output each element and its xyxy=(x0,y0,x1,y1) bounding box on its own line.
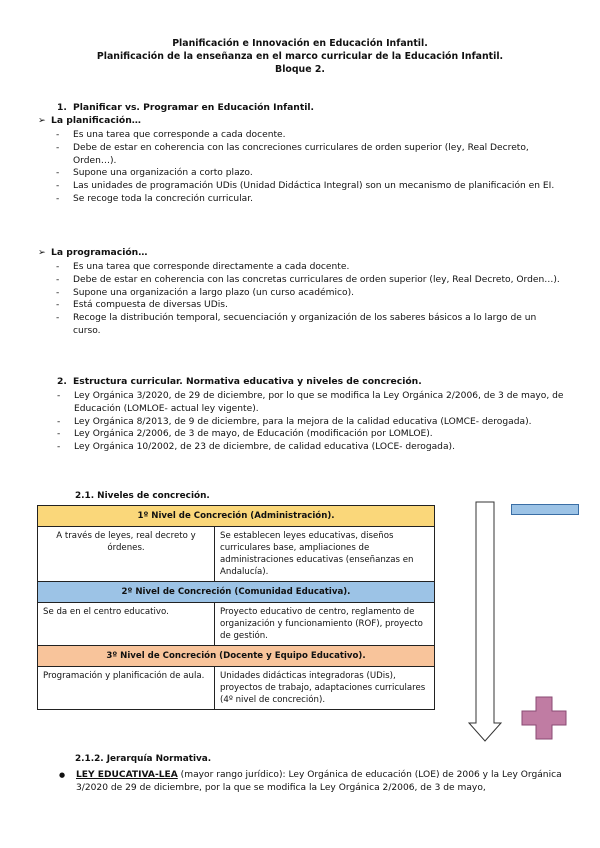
programacion-list xyxy=(56,261,566,338)
normativa-list xyxy=(57,390,567,454)
doc-title-line1: Planificación e Innovación en Educación Infantil. xyxy=(172,38,428,49)
list-item: - Ley Orgánica 3/2020, de 29 de diciembre, por lo que se modifica la Ley Orgánica 2/2006, de 3 de mayo, de Educación (LOMLOE- actual ley vigente). xyxy=(57,390,567,416)
down-arrow-icon xyxy=(468,501,502,743)
arrow-bullet-icon: ➢ xyxy=(38,247,46,258)
list-item xyxy=(59,769,569,795)
planificacion-list xyxy=(56,129,566,206)
list-item: - Debe de estar en coherencia con las concretas curriculares de orden superior (ley, Real Decreto, Orden…). xyxy=(56,274,566,287)
doc-title-line3: Bloque 2. xyxy=(275,64,325,75)
list-item: - Supone una organización a largo plazo (un curso académico). xyxy=(56,287,566,300)
jerarquia-heading: 2.1.2. Jerarquía Normativa. xyxy=(75,754,212,764)
minus-icon xyxy=(511,504,579,515)
list-item: - Debe de estar en coherencia con las concreciones curriculares de orden superior (ley, Real Decreto, Orden…). xyxy=(56,142,566,168)
section2-heading xyxy=(57,376,422,387)
section1-heading xyxy=(57,102,314,113)
list-item: - Supone una organización a corto plazo. xyxy=(56,167,566,180)
list-item: - Ley Orgánica 8/2013, de 9 de diciembre, para la mejora de la calidad educativa (LOMCE- derogada). xyxy=(57,416,567,429)
list-item: - Las unidades de programación UDis (Unidad Didáctica Integral) son un mecanismo de planificación en EI. xyxy=(56,180,566,193)
level3-header: 3º Nivel de Concreción (Docente y Equipo Educativo). xyxy=(38,646,435,667)
list-item: - Ley Orgánica 10/2002, de 23 de diciembre, de calidad educativa (LOCE- derogada). xyxy=(57,441,567,454)
level2-right-cell: Proyecto educativo de centro, reglamento de organización y funcionamiento (ROF), proyecto de gestión. xyxy=(215,603,435,646)
niveles-heading: 2.1. Niveles de concreción. xyxy=(75,491,210,501)
level3-right-cell: Unidades didácticas integradoras (UDis), proyectos de trabajo, adaptaciones curriculares (4º nivel de concreción). xyxy=(215,667,435,710)
section2-title: Estructura curricular. Normativa educativa y niveles de concreción. xyxy=(73,376,422,387)
section1-number: 1. xyxy=(57,102,67,113)
planificacion-heading: ➢ La planificación… xyxy=(38,115,141,126)
lea-label: LEY EDUCATIVA-LEA xyxy=(76,770,178,780)
jerarquia-list xyxy=(59,769,569,795)
section2-number: 2. xyxy=(57,376,67,387)
doc-title-line2: Planificación de la enseñanza en el marco curricular de la Educación Infantil. xyxy=(96,51,504,62)
list-item: - Se recoge toda la concreción curricular. xyxy=(56,193,566,206)
plus-icon xyxy=(521,696,567,740)
niveles-table xyxy=(37,505,435,710)
programacion-heading: ➢ La programación… xyxy=(38,247,148,258)
list-item: - Recoge la distribución temporal, secuenciación y organización de los saberes básicos a lo largo de un curso. xyxy=(56,312,566,338)
list-item: - Ley Orgánica 2/2006, de 3 de mayo, de Educación (modificación por LOMLOE). xyxy=(57,428,567,441)
level2-left-cell: Se da en el centro educativo. xyxy=(38,603,215,646)
level2-header: 2º Nivel de Concreción (Comunidad Educativa). xyxy=(38,582,435,603)
list-item: - Está compuesta de diversas UDis. xyxy=(56,299,566,312)
level1-left-cell: A través de leyes, real decreto y órdenes. xyxy=(38,527,215,582)
list-item: - Es una tarea que corresponde a cada docente. xyxy=(56,129,566,142)
arrow-bullet-icon: ➢ xyxy=(38,115,46,126)
level1-right-cell: Se establecen leyes educativas, diseños curriculares base, ampliaciones de administraciones educativas (enseñanzas en Andalucía). xyxy=(215,527,435,582)
lea-text: (mayor rango jurídico): Ley Orgánica de educación (LOE) de 2006 y la Ley Orgánica 3/2020 de 29 de diciembre, por la que se modifica la Ley Orgánica 2/2006, de 3 de mayo, xyxy=(76,770,562,793)
list-item: - Es una tarea que corresponde directamente a cada docente. xyxy=(56,261,566,274)
level1-header: 1º Nivel de Concreción (Administración). xyxy=(38,506,435,527)
section1-title: Planificar vs. Programar en Educación Infantil. xyxy=(73,102,315,113)
level3-left-cell: Programación y planificación de aula. xyxy=(38,667,215,710)
